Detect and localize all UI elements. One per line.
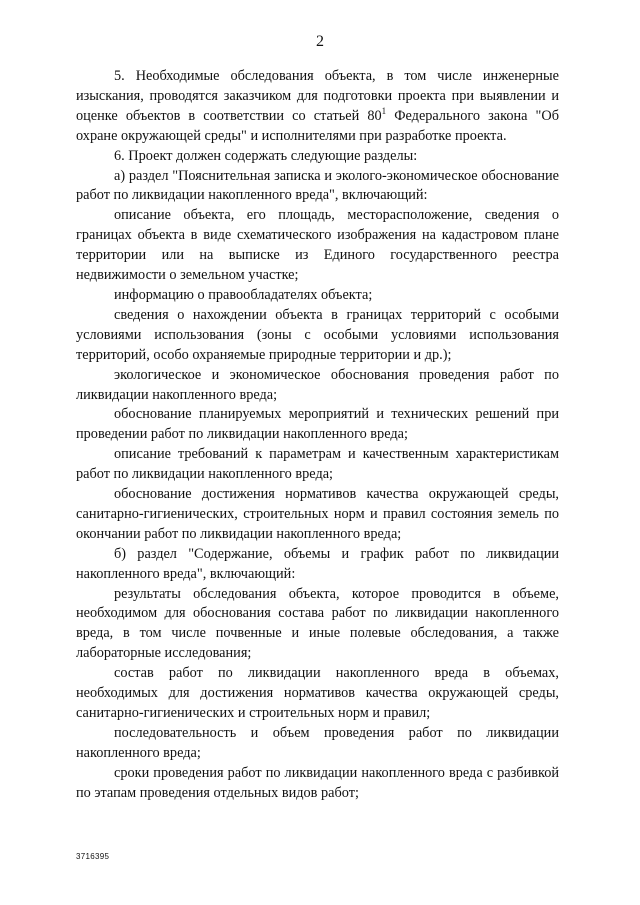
item-5-text-end: Федерального закона "Об охране окружающей среды" и исполнителями при разработке проекта. [76,107,559,144]
paragraph: описание объекта, его площадь, месторасположение, сведения о границах объекта в виде схематического изображения на кадастровом плане территории или на выписке из Единого государственного реестра недвижимости о земельном участке; [76,207,559,284]
paragraph-section-a: а) раздел "Пояснительная записка и эколого-экономическое обоснование работ по ликвидации накопленного вреда", включающий: [76,167,559,204]
paragraph: сроки проведения работ по ликвидации накопленного вреда с разбивкой по этапам проведения отдельных видов работ; [76,764,559,801]
document-code: 3716395 [76,852,110,861]
paragraph: последовательность и объем проведения работ по ликвидации накопленного вреда; [76,724,559,761]
paragraph: обоснование достижения нормативов качества окружающей среды, санитарно-гигиенических, строительных норм и правил состояния земель по окончании работ по ликвидации накопленного вреда; [76,486,559,542]
paragraph: информацию о правообладателях объекта; [114,286,373,303]
paragraph-section-b: б) раздел "Содержание, объемы и график работ по ликвидации накопленного вреда", включающий: [76,545,559,582]
paragraph-item-5 [76,67,559,147]
paragraph-item-6: 6. Проект должен содержать следующие разделы: [114,147,418,164]
paragraph: обоснование планируемых мероприятий и технических решений при проведении работ по ликвидации накопленного вреда; [76,406,559,443]
document-body [76,67,559,804]
paragraph: сведения о нахождении объекта в границах территорий с особыми условиями использования (зоны с особыми условиями использования территорий, особо охраняемые природные территории и др.); [76,306,559,363]
paragraph: экологическое и экономическое обоснования проведения работ по ликвидации накопленного вреда; [76,366,559,403]
paragraph: состав работ по ликвидации накопленного вреда в объемах, необходимых для достижения нормативов качества окружающей среды, санитарно-гигиенических и строительных норм и правил; [76,665,559,721]
paragraph: описание требований к параметрам и качественным характеристикам работ по ликвидации накопленного вреда; [76,446,559,483]
paragraph: результаты обследования объекта, которое проводится в объеме, необходимом для обоснования состава работ по ликвидации накопленного вреда, в том числе почвенные и иные полевые обследования, а также лабораторные исследования; [76,585,559,662]
item-5-text: 5. Необходимые обследования объекта, в том числе инженерные изыскания, проводятся заказчиком для подготовки проекта при выявлении и оценке объектов в соответствии со статьей 80 [76,68,559,124]
page-number: 2 [316,33,324,50]
article-superscript: 1 [381,105,387,116]
